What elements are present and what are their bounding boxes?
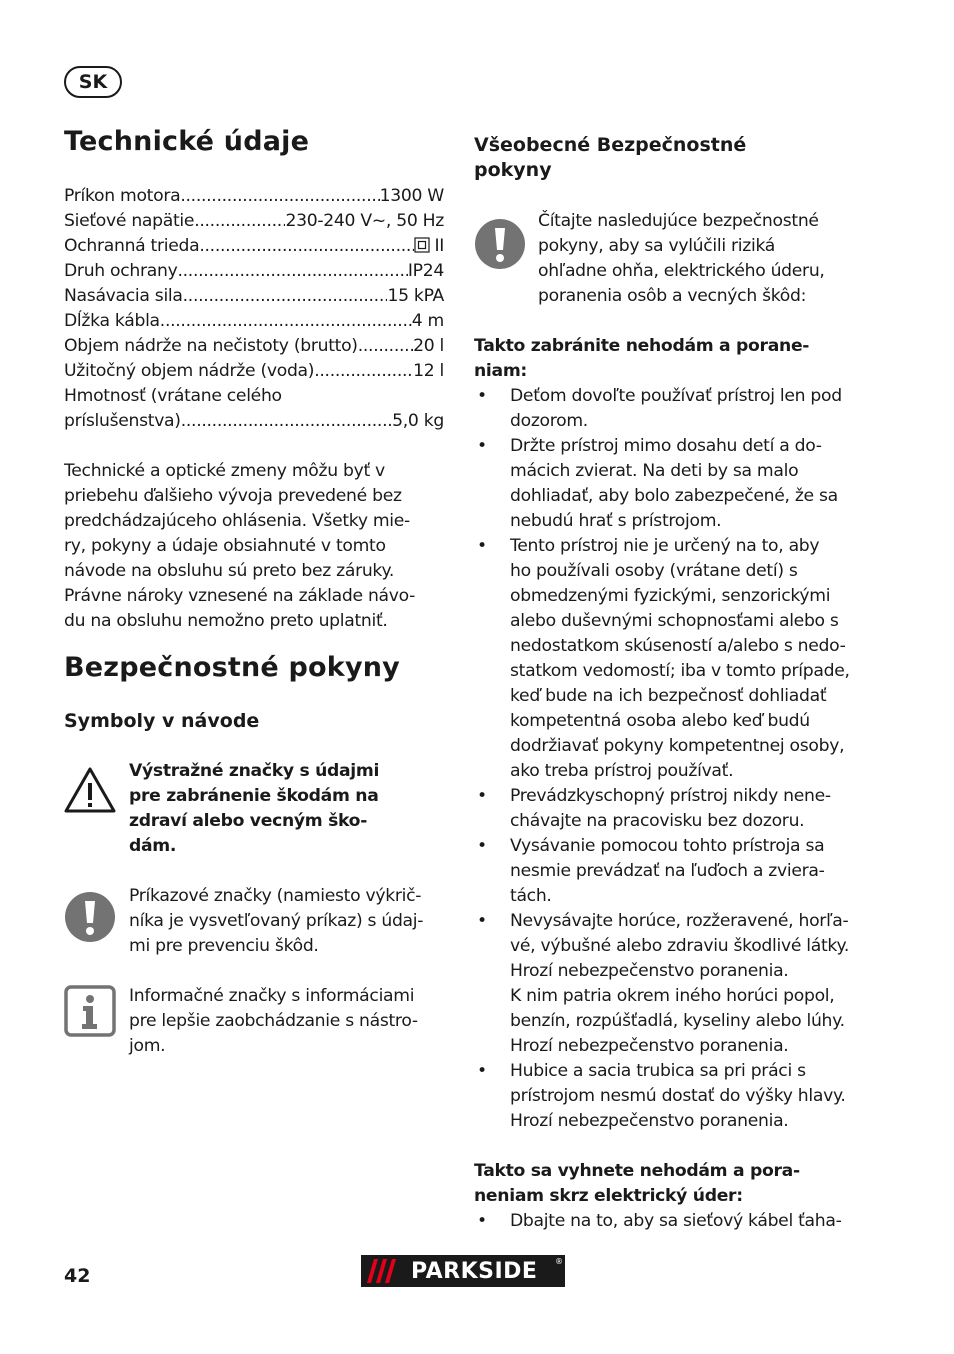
accidents-heading-line: niam: [474,361,528,381]
changes-note-line: du na obsluhu nemožno preto uplatniť. [64,611,388,631]
bullet-line: • Dbajte na to, aby sa sieťový kábel ťaha- [510,1211,842,1231]
dot-leader [194,209,285,234]
changes-note-line: priebehu ďalšieho vývoja prevedené bez [64,486,402,506]
bullet-item [474,534,874,784]
info-text [129,984,449,1059]
bullet-item [474,834,874,909]
bullet-line: dohliadať, aby bolo zabezpečené, že sa [510,486,838,506]
info-text-line: pre lepšie zaobchádzanie s nástro- [129,1011,418,1031]
logo-stripes [361,1255,403,1287]
spec-label: Hmotnosť (vrátane celého [64,386,282,406]
spec-row [64,309,444,334]
changes-note-line: predchádzajúceho ohlásenia. Všetky mie- [64,511,410,531]
changes-note [64,459,454,634]
spec-value: 4 m [411,311,444,331]
spec-row [64,284,444,309]
electric-heading-line: Takto sa vyhnete nehodám a pora- [474,1161,800,1181]
bullet-item [474,384,874,434]
intro-text [538,209,868,309]
changes-note-line: ry, pokyny a údaje obsiahnuté v tomto [64,536,386,556]
bullet-line: mácich zvierat. Na deti by sa malo [510,461,799,481]
spec-row [64,184,444,209]
dot-leader [181,409,392,434]
spec-value: 12 l [413,361,444,381]
dot-leader [183,284,388,309]
info-text-line: jom. [129,1036,166,1056]
dot-leader [180,184,379,209]
bullet-line: • Hubice a sacia trubica sa pri práci s [510,1061,806,1081]
bullet-line: nedostatkom skúseností a/alebo s nedo- [510,636,846,656]
bullet-list-accidents [474,384,874,1134]
spec-row [64,259,444,284]
info-text-line: Informačné značky s informáciami [129,986,415,1006]
bullet-item [474,909,874,1059]
changes-note-line: Právne nároky vznesené na základe návo- [64,586,416,606]
bullet-item [474,1209,874,1234]
bullet-line: • Vysávanie pomocou tohto prístroja sa [510,836,825,856]
dot-leader [177,259,407,284]
page-number: 42 [64,1265,91,1287]
bullet-line: benzín, rozpúšťadlá, kyseliny alebo lúhy. [510,1011,845,1031]
bullet-line: obmedzenými fyzickými, senzorickými [510,586,831,606]
bullet-line: vé, výbušné alebo zdraviu škodlivé látky. [510,936,850,956]
bullet-line: statkom vedomostí; iba v tomto prípade, [510,661,850,681]
mandatory-exclamation-icon [64,891,116,947]
intro-line: poranenia osôb a vecných škôd: [538,286,807,306]
warning-text-line: Výstražné značky s údajmi [129,761,380,781]
bullet-line: • Prevádzkyschopný prístroj nikdy nene- [510,786,831,806]
spec-label: Príkon motora [64,186,181,206]
spec-label: príslušenstva) [64,411,181,431]
language-badge: SK [64,66,122,98]
bullet-line: Hrozí nebezpečenstvo poranenia. [510,1111,789,1131]
spec-label: Ochranná trieda [64,236,200,256]
spec-label: Objem nádrže na nečistoty (brutto) [64,336,358,356]
bullet-line: • Deťom dovoľte používať prístroj len pod [510,386,842,406]
warning-text-line: zdraví alebo vecným ško- [129,811,368,831]
spec-row [64,384,444,409]
safety-title: Bezpečnostné pokyny [64,652,400,683]
changes-note-line: Technické a optické zmeny môžu byť v [64,461,385,481]
bullet-line: alebo duševnými schopnosťami alebo s [510,611,839,631]
intro-line: Čítajte nasledujúce bezpečnostné [538,211,819,231]
mandatory-text [129,884,449,959]
spec-value: 230-240 V~, 50 Hz [285,211,444,231]
logo-text: PARKSIDE [411,1258,538,1284]
bullet-line: nesmie prevádzať na ľuďoch a zviera- [510,861,825,881]
dot-leader [160,309,412,334]
spec-value: 20 l [413,336,444,356]
intro-line: ohľadne ohňa, elektrického úderu, [538,261,825,281]
spec-row [64,209,444,234]
warning-text-line: dám. [129,836,177,856]
warning-triangle-icon [63,766,117,818]
bullet-line: ho používali osoby (vrátane detí) s [510,561,798,581]
bullet-item [474,434,874,534]
bullet-line: ako treba prístroj používať. [510,761,734,781]
parkside-logo [361,1255,565,1287]
bullet-line: • Nevysávajte horúce, rozžeravené, horľa- [510,911,849,931]
bullet-line: Hrozí nebezpečenstvo poranenia. [510,961,789,981]
intro-line: pokyny, aby sa vylúčili riziká [538,236,776,256]
mandatory-text-line: Príkazové značky (namiesto výkrič- [129,886,422,906]
electric-heading-line: neniam skrz elektrický úder: [474,1186,743,1206]
warning-text-line: pre zabránenie škodám na [129,786,379,806]
bullet-line: Hrozí nebezpečenstvo poranenia. [510,1036,789,1056]
bullet-line: K nim patria okrem iného horúci popol, [510,986,835,1006]
spec-label: Druh ochrany [64,261,178,281]
protection-class-ii-icon [414,234,434,259]
info-icon [64,985,116,1041]
bullet-line: dodržiavať pokyny kompetentnej osoby, [510,736,845,756]
spec-value: II [434,236,444,256]
symbols-title: Symboly v návode [64,710,260,732]
bullet-line: chávajte na pracovisku bez dozoru. [510,811,805,831]
dot-leader [314,359,413,384]
bullet-item [474,1059,874,1134]
mandatory-exclamation-icon [474,218,526,274]
registered-mark: ® [555,1257,563,1266]
bullet-line: • Tento prístroj nie je určený na to, aby [510,536,820,556]
general-title-line: Všeobecné Bezpečnostné [474,134,747,156]
changes-note-line: návode na obsluhu sú preto bez záruky. [64,561,395,581]
spec-row [64,359,444,384]
spec-label: Dĺžka kábla [64,311,160,331]
mandatory-text-line: mi pre prevenciu škôd. [129,936,319,956]
bullet-line: keď bude na ich bezpečnosť dohliadať [510,686,827,706]
bullet-line: tách. [510,886,552,906]
general-safety-title [474,133,854,183]
spec-row [64,234,444,259]
accidents-heading-line: Takto zabránite nehodám a porane- [474,336,810,356]
spec-label: Sieťové napätie [64,211,195,231]
bullet-line: kompetentná osoba alebo keď budú [510,711,810,731]
spec-value: IP24 [407,261,444,281]
general-title-line: pokyny [474,159,552,181]
tech-data-title: Technické údaje [64,126,310,157]
bullet-item [474,784,874,834]
spec-list [64,184,444,434]
spec-value: 5,0 kg [392,411,444,431]
electric-heading [474,1159,864,1209]
spec-value: 15 kPA [387,286,444,306]
dot-leader [358,334,413,359]
bullet-line: nebudú hrať s prístrojom. [510,511,722,531]
accidents-heading [474,334,864,384]
spec-label: Užitočný objem nádrže (voda) [64,361,315,381]
bullet-line: prístrojom nesmú dostať do výšky hlavy. [510,1086,846,1106]
warning-text [129,759,449,859]
spec-value: 1300 W [379,186,444,206]
dot-leader [199,234,414,259]
bullet-line: dozorom. [510,411,588,431]
bullet-list-electric [474,1209,874,1234]
mandatory-text-line: níka je vysvetľovaný príkaz) s údaj- [129,911,424,931]
spec-row [64,334,444,359]
spec-row [64,409,444,434]
spec-label: Nasávacia sila [64,286,183,306]
bullet-line: • Držte prístroj mimo dosahu detí a do- [510,436,822,456]
